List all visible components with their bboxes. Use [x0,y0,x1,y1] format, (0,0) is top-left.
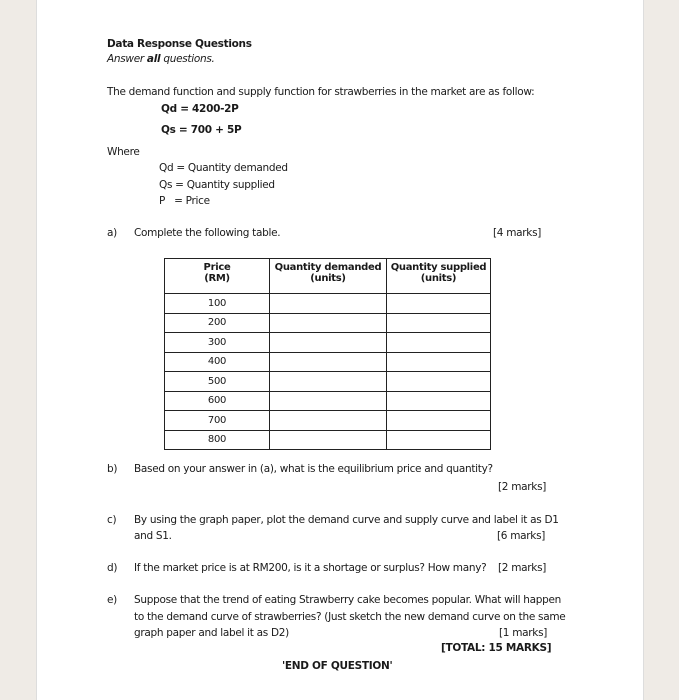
table-header-row [165,259,491,294]
question-marks: [2 marks] [498,562,547,574]
table-row [165,333,491,353]
question-text: and S1. [134,530,172,542]
supply-equation: Qs = 700 + 5P [161,124,242,136]
header-quantity-demanded [270,259,387,294]
table-row [165,372,491,392]
quantity-demanded-cell [270,313,387,333]
price-cell: 700 [165,411,270,431]
quantity-supplied-cell [387,430,491,450]
quantity-demanded-cell [270,391,387,411]
question-text: to the demand curve of strawberries? (Just sketch the new demand curve on the same [134,611,566,623]
price-cell: 200 [165,313,270,333]
definition: Qs = Quantity supplied [159,179,275,191]
quantity-supplied-cell [387,352,491,372]
price-cell: 100 [165,294,270,314]
price-cell: 500 [165,372,270,392]
quantity-supplied-cell [387,411,491,431]
price-cell: 600 [165,391,270,411]
question-label: c) [107,514,117,526]
quantity-demanded-cell [270,430,387,450]
question-text: By using the graph paper, plot the demand curve and supply curve and label it as D1 [134,514,559,526]
question-label: e) [107,594,117,606]
intro: The demand function and supply function for strawberries in the market are as follow: [107,86,535,98]
question-text: If the market price is at RM200, is it a shortage or surplus? How many? [134,562,487,574]
table-row [165,313,491,333]
quantity-supplied-cell [387,372,491,392]
table-row [165,391,491,411]
instruction-pre: Answer [107,53,147,65]
end-of-question: 'END OF QUESTION' [282,660,393,672]
instruction-bold: all [146,53,161,65]
quantity-supplied-cell [387,391,491,411]
header-text: Quantity supplied [390,262,487,273]
question-text: Based on your answer in (a), what is the equilibrium price and quantity? [134,463,493,475]
quantity-demanded-cell [270,294,387,314]
answer-table [164,258,491,450]
quantity-demanded-cell [270,372,387,392]
quantity-supplied-cell [387,294,491,314]
instruction [107,53,215,65]
question-text: graph paper and label it as D2) [134,627,289,639]
quantity-supplied-cell [387,313,491,333]
quantity-supplied-cell [387,333,491,353]
table-row [165,430,491,450]
price-cell: 800 [165,430,270,450]
question-marks: [6 marks] [497,530,546,542]
header-text: (units) [310,273,346,284]
question-marks: [1 marks] [499,627,548,639]
definition: P = Price [159,195,210,207]
table-row [165,352,491,372]
quantity-demanded-cell [270,333,387,353]
question-marks: [4 marks] [493,227,542,239]
demand-equation: Qd = 4200-2P [161,103,239,115]
question-label: a) [107,227,117,239]
question-text: Suppose that the trend of eating Strawberry cake becomes popular. What will happen [134,594,562,606]
question-label: d) [107,562,118,574]
definition: Qd = Quantity demanded [159,162,288,174]
header-quantity-supplied [387,259,491,294]
header-text: (units) [420,273,457,284]
header-text: Price [203,262,231,273]
price-cell: 300 [165,333,270,353]
price-cell: 400 [165,352,270,372]
quantity-demanded-cell [270,411,387,431]
header-text: Quantity demanded [274,262,382,273]
question-marks: [2 marks] [498,481,547,493]
header-text: (RM) [204,273,230,284]
quantity-demanded-cell [270,352,387,372]
table-row [165,411,491,431]
table-row [165,294,491,314]
document-page [36,0,644,700]
where-label: Where [107,146,140,158]
total-marks: [TOTAL: 15 MARKS] [441,642,552,654]
question-label: b) [107,463,118,475]
instruction-post: questions. [160,53,215,65]
header-price [165,259,270,294]
title: Data Response Questions [107,38,252,50]
question-text: Complete the following table. [134,227,281,239]
